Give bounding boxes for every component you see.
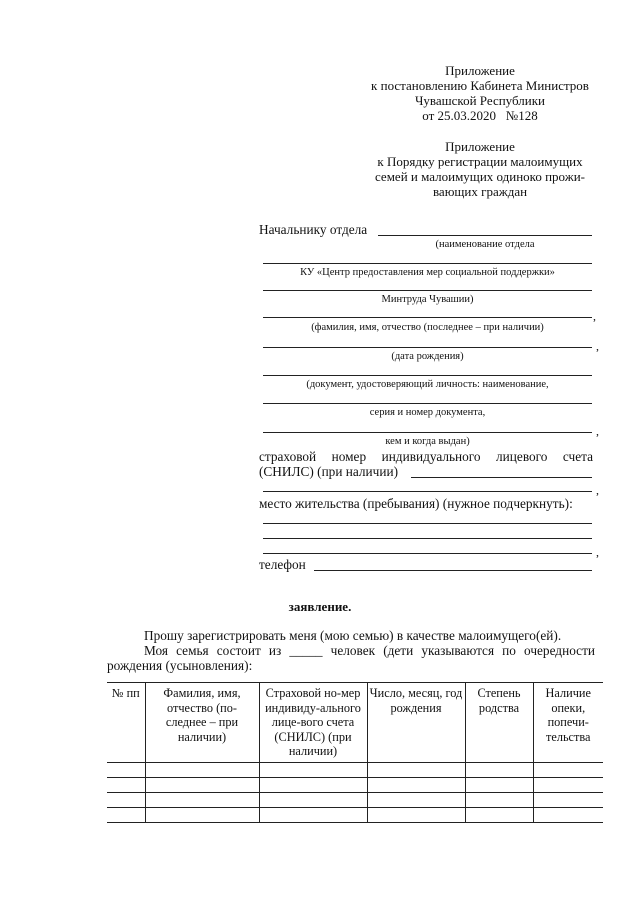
fio-comma: , [593,309,596,323]
residence-line-2[interactable] [263,538,592,539]
table-cell[interactable] [259,762,367,777]
table-cell[interactable] [107,762,145,777]
table-row [107,807,603,822]
dept-name-caption: (наименование отдела [435,239,535,250]
birth-date-line[interactable] [263,347,592,348]
table-cell[interactable] [465,777,533,792]
doc-issued-line[interactable] [263,432,592,433]
fio-line[interactable] [263,317,592,318]
issued-caption: кем и когда выдан) [385,436,470,447]
birth-comma: , [596,339,599,353]
document-line[interactable] [263,375,592,376]
issued-comma: , [596,424,599,438]
table-row [107,792,603,807]
table-cell[interactable] [465,792,533,807]
appendix-sub-line: вающих граждан [432,184,528,199]
table-cell[interactable] [259,777,367,792]
table-cell[interactable] [107,792,145,807]
appendix-main-line: к постановлению Кабинета Министров [371,78,589,93]
residence-comma: , [596,545,599,559]
appendix-main-line: от 25.03.2020 №128 [422,108,538,123]
table-cell[interactable] [367,807,465,822]
table-cell[interactable] [107,777,145,792]
appendix-sub-line: к Порядку регистрации малоимущих [377,154,583,169]
table-cell[interactable] [533,777,603,792]
appendix-sub-block [340,139,620,199]
table-cell[interactable] [145,777,259,792]
residence-line-1[interactable] [263,523,592,524]
org-caption: КУ «Центр предоставления мер социальной поддержки» [300,267,555,278]
doc-caption: (документ, удостоверяющий личность: наименование, [306,379,549,390]
col-header-number: № пп [107,683,145,763]
col-header-snils: Страховой но-мер индивиду-ального лице-вого счета (СНИЛС) (при наличии) [259,683,367,763]
birth-caption: (дата рождения) [391,351,464,362]
appendix-main-block [340,63,620,123]
col-header-fio: Фамилия, имя, отчество (по-следнее – при наличии) [145,683,259,763]
table-cell[interactable] [259,807,367,822]
appendix-main-line: Чувашской Республики [414,93,546,108]
statement-title: заявление. [288,599,352,614]
table-cell[interactable] [367,777,465,792]
dept-line[interactable] [263,263,592,264]
table-cell[interactable] [533,762,603,777]
table-cell[interactable] [145,792,259,807]
appendix-sub-line: Приложение [445,139,515,154]
table-row [107,762,603,777]
col-header-guardianship: Наличие опеки, попечи-тельства [533,683,603,763]
appendix-main-line: Приложение [445,63,515,78]
residence-label: место жительства (пребывания) (нужное подчеркнуть): [259,496,573,511]
table-cell[interactable] [533,807,603,822]
snils-comma: , [596,483,599,497]
fio-caption: (фамилия, имя, отчество (последнее – при наличии) [311,322,544,333]
to-head-label: Начальнику отдела [259,222,368,237]
head-name-line[interactable] [378,235,592,236]
table-cell[interactable] [259,792,367,807]
statement-para-1: Прошу зарегистрировать меня (мою семью) в качестве малоимущего(ей). [144,628,562,643]
snils-label-line2: (СНИЛС) (при наличии) [259,464,399,479]
table-cell[interactable] [145,807,259,822]
doc-series-line[interactable] [263,403,592,404]
snils-value-line[interactable] [411,477,592,478]
table-cell[interactable] [367,792,465,807]
table-cell[interactable] [367,762,465,777]
appendix-sub-line: семей и малоимущих одиноко прожи- [375,169,585,184]
family-members-table [107,682,603,823]
statement-para-2: Моя семья состоит из _____ человек (дети указываются по очередности рождения (усыновления): [107,643,595,673]
org-line[interactable] [263,290,592,291]
col-header-relation: Степень родства [465,683,533,763]
table-cell[interactable] [465,762,533,777]
table-cell[interactable] [465,807,533,822]
col-header-birth-date: Число, месяц, год рождения [367,683,465,763]
phone-line[interactable] [314,570,592,571]
series-caption: серия и номер документа, [369,407,486,418]
table-header-row [107,683,603,763]
table-cell[interactable] [533,792,603,807]
table-row [107,777,603,792]
residence-line-3[interactable] [263,553,592,554]
ministry-caption: Минтруда Чувашии) [381,294,474,305]
snils-label-line1: страховой номер индивидуального лицевого счета [259,449,593,464]
phone-label: телефон [259,557,306,572]
table-cell[interactable] [107,807,145,822]
table-cell[interactable] [145,762,259,777]
snils-extra-line[interactable] [263,491,592,492]
